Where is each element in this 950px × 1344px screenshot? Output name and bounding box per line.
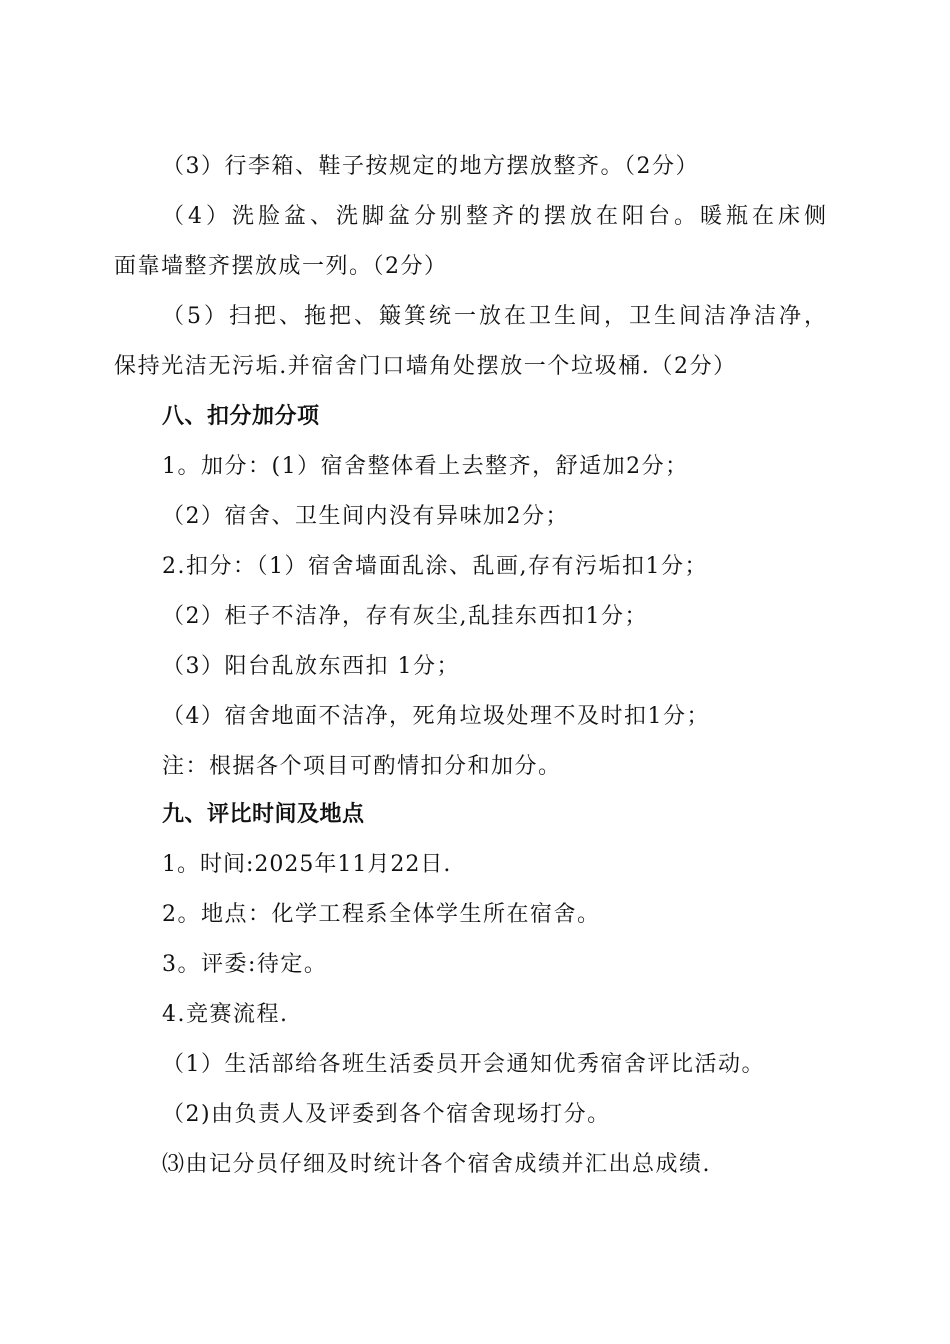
judges-line: 3。评委:待定。	[162, 952, 328, 977]
process-step-3: ⑶由记分员仔细及时统计各个宿舍成绩并汇出总成绩.	[162, 1152, 711, 1177]
item-5-brooms-line2: 保持光洁无污垢.并宿舍门口墙角处摆放一个垃圾桶.（2分）	[114, 354, 737, 379]
bonus-line-2: （2）宿舍、卫生间内没有异味加2分；	[162, 504, 569, 529]
item-4-basins-line2: 面靠墙整齐摆放成一列。（2分）	[114, 254, 448, 279]
section-8-heading: 八、扣分加分项	[162, 404, 320, 429]
deduction-line-1: 2.扣分：（1）宿舍墙面乱涂、乱画,存有污垢扣1分；	[162, 554, 708, 579]
time-line: 1。时间:2025年11月22日.	[162, 852, 452, 877]
bonus-line-1: 1。加分：(1）宿舍整体看上去整齐，舒适加2分；	[162, 454, 689, 479]
location-line: 2。地点：化学工程系全体学生所在宿舍。	[162, 902, 601, 927]
item-4-basins-line1: （4）洗脸盆、洗脚盆分别整齐的摆放在阳台。暖瓶在床侧	[162, 204, 830, 229]
scoring-note: 注：根据各个项目可酌情扣分和加分。	[162, 754, 562, 779]
process-heading-line: 4.竞赛流程.	[162, 1002, 289, 1027]
deduction-line-2: （2）柜子不洁净，存有灰尘,乱挂东西扣1分；	[162, 604, 648, 629]
item-3-luggage-shoes: （3）行李箱、鞋子按规定的地方摆放整齐。（2分）	[162, 154, 699, 179]
process-step-2: （2)由负责人及评委到各个宿舍现场打分。	[162, 1102, 611, 1127]
item-5-brooms-line1: （5）扫把、拖把、簸箕统一放在卫生间，卫生间洁净洁净，	[162, 304, 829, 329]
deduction-line-3: （3）阳台乱放东西扣 1分；	[162, 654, 460, 679]
process-step-1: （1）生活部给各班生活委员开会通知优秀宿舍评比活动。	[162, 1052, 765, 1077]
deduction-line-4: （4）宿舍地面不洁净，死角垃圾处理不及时扣1分；	[162, 704, 710, 729]
section-9-heading: 九、评比时间及地点	[162, 802, 365, 827]
